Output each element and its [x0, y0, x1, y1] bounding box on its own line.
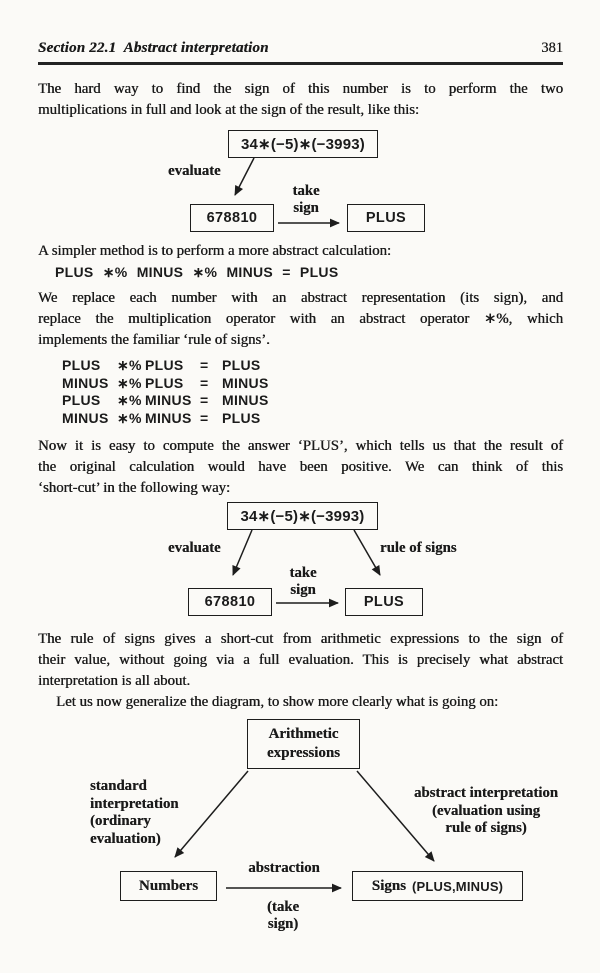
- sign-word: sign: [293, 200, 319, 216]
- evaluate-label: evaluate: [168, 163, 221, 179]
- text-line: standard: [90, 778, 147, 794]
- text-line: Now it is easy to compute the answer ‘PLUS’, which tells us that the result of: [38, 438, 563, 454]
- text-line: sign): [267, 916, 299, 932]
- plus-box: [347, 204, 425, 232]
- expression-box: [228, 130, 378, 158]
- section-title: Section 22.1 Abstract interpretation: [38, 40, 269, 56]
- text-line: We replace each number with an abstract representation (its sign), and: [38, 290, 563, 306]
- operand: MINUS: [145, 409, 192, 426]
- abstract-calculation: PLUS ∗% MINUS ∗% MINUS = PLUS: [55, 264, 339, 280]
- paragraph-5: [38, 629, 563, 692]
- operand: PLUS: [145, 374, 184, 391]
- paragraph-2: [38, 241, 563, 262]
- operand: MINUS: [145, 392, 192, 408]
- plus-value: PLUS: [363, 594, 405, 610]
- take-word: take: [292, 183, 320, 199]
- abstraction-label: abstraction: [248, 860, 320, 876]
- plus-value: PLUS: [365, 210, 407, 226]
- paragraph-3: [38, 288, 563, 351]
- numbers-label: Numbers: [138, 877, 199, 894]
- arithmetic-expressions-box: [247, 719, 360, 769]
- abstract-interpretation-label: [400, 785, 572, 838]
- text-line: the original calculation would have been positive. We can think of this: [38, 459, 563, 475]
- expression-value: 34∗(−5)∗(−3993): [240, 508, 365, 525]
- running-header: [38, 40, 563, 57]
- diagram-generalized: [38, 716, 563, 938]
- operator: ∗%: [117, 374, 142, 391]
- rule-of-signs-arrow: [354, 530, 380, 575]
- take-sign-label: [252, 899, 314, 933]
- equals: =: [200, 357, 209, 373]
- text-line: Arithmetic: [268, 726, 339, 742]
- text-line: replace the multiplication operator with an abstract operator ∗%, which: [38, 311, 563, 327]
- diagram-short-cut: [38, 499, 563, 621]
- text-line: (evaluation using: [431, 802, 541, 819]
- text-line: The hard way to find the sign of this number is to perform the two: [38, 81, 563, 97]
- take-sign-label: [281, 565, 325, 599]
- sign-word: sign: [290, 582, 316, 598]
- standard-interpretation-label: [90, 778, 179, 848]
- signs-values: (PLUS,MINUS): [411, 878, 504, 894]
- diagram-evaluate-take-sign: [38, 127, 563, 239]
- text-line: their value, without going via a full evaluation. This is precisely what abstract: [38, 652, 563, 668]
- equals: =: [200, 374, 209, 391]
- text-line: interpretation: [90, 795, 179, 812]
- rule-of-signs-table: [62, 357, 563, 427]
- numbers-box: [120, 871, 217, 901]
- text-line: A simpler method is to perform a more abstract calculation:: [38, 243, 391, 259]
- operand: MINUS: [62, 409, 109, 426]
- standard-interpretation-arrow: [175, 771, 248, 857]
- text-line: multiplications in full and look at the sign of the result, like this:: [38, 102, 419, 118]
- text-line: interpretation is all about.: [38, 673, 191, 689]
- plus-box: [345, 588, 423, 616]
- text-line: expressions: [266, 745, 341, 761]
- operator: ∗%: [117, 357, 142, 373]
- paragraph-1: [38, 79, 563, 121]
- result: PLUS: [222, 357, 261, 373]
- take-sign-label: [284, 183, 328, 217]
- operand: PLUS: [62, 357, 101, 373]
- result-value: 678810: [204, 594, 256, 610]
- operand: PLUS: [62, 392, 101, 408]
- rule-row: [62, 410, 563, 428]
- text-line: (take: [266, 899, 300, 915]
- text-line: evaluation): [90, 830, 161, 847]
- equals: =: [200, 392, 209, 408]
- operator: ∗%: [117, 409, 142, 426]
- operand: MINUS: [62, 374, 109, 391]
- operator: ∗%: [117, 392, 142, 408]
- expression-box: [227, 502, 378, 530]
- result: PLUS: [222, 409, 261, 426]
- signs-label: Signs: [371, 877, 406, 894]
- operand: PLUS: [145, 357, 184, 373]
- take-word: take: [289, 565, 317, 581]
- result-box: [188, 588, 272, 616]
- evaluate-arrow: [233, 530, 252, 575]
- text-line: implements the familiar ‘rule of signs’.: [38, 332, 270, 348]
- paragraph-4: [38, 436, 563, 499]
- page-number: 381: [541, 40, 563, 56]
- header-rule: [38, 62, 563, 65]
- expression-value: 34∗(−5)∗(−3993): [240, 136, 366, 153]
- signs-box: [352, 871, 523, 901]
- paragraph-6: [38, 692, 563, 713]
- result-box: [190, 204, 274, 232]
- result: MINUS: [222, 374, 269, 391]
- text-line: Let us now generalize the diagram, to show more clearly what is going on:: [56, 694, 499, 710]
- text-line: rule of signs): [445, 820, 527, 836]
- rule-row: [62, 375, 563, 393]
- evaluate-arrow: [235, 158, 254, 195]
- text-line: ‘short-cut’ in the following way:: [38, 480, 231, 496]
- result: MINUS: [222, 392, 269, 408]
- text-line: abstract interpretation: [414, 785, 558, 801]
- arithmetic-expressions-label: [267, 725, 340, 763]
- text-line: (ordinary: [90, 813, 151, 829]
- text-line: The rule of signs gives a short-cut from arithmetic expressions to the sign of: [38, 631, 563, 647]
- equals: =: [200, 409, 209, 426]
- rule-of-signs-label: rule of signs: [380, 540, 457, 556]
- result-value: 678810: [206, 210, 258, 226]
- rule-row: [62, 392, 563, 410]
- evaluate-label: evaluate: [168, 540, 221, 556]
- rule-row: [62, 357, 563, 375]
